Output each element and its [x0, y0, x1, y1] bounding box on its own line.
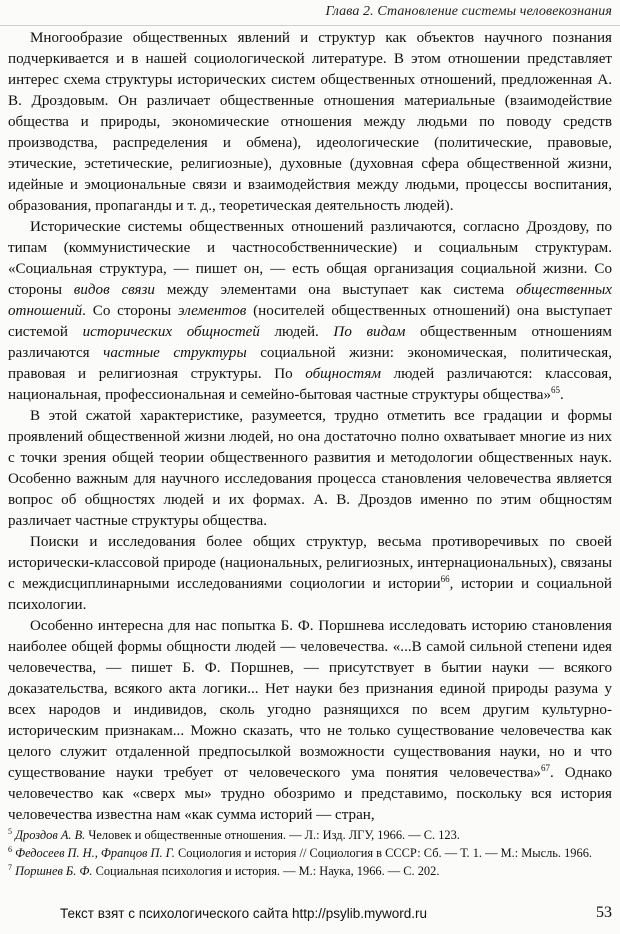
paragraph-5 — [8, 616, 612, 826]
italic-run: элементов — [177, 303, 247, 319]
footnote-number: 7 — [8, 862, 12, 872]
text-run: общественным отношениям различаются — [8, 324, 612, 361]
text-run: . Однако человечество как «сверх мы» трудно обозримо и представимо, поскольку вся история человечества известна нам «как сумма историй — стран, — [8, 765, 612, 823]
italic-run: частные структуры — [103, 345, 247, 361]
text-run: Многообразие общественных явлений и структур как объектов научного познания подчеркивается и в нашей социологической литературе. В этом отношении представляет интерес схема структуры исторических систем общественных отношений, предложенная А. В. Дроздовым. Он различает общественные отношения материальные (взаимодействие общества и природы, экономические отношения между людьми по поводу средств производства, распределения и обмена), идеологические (политические, правовые, этические, эстетические, религиозные), духовные (духовная сфера общественной жизни, идейные и эмоциональные связи и взаимодействия между людьми, процессы воспитания, образования, пропаганды и т. д., теоретическая деятельность людей). — [8, 30, 612, 214]
header-divider — [0, 25, 620, 26]
footnotes — [8, 826, 612, 880]
italic-run: исторических общностей — [82, 324, 260, 340]
text-run: В этой сжатой характеристике, разумеется, трудно отметить все градации и формы проявлений общественной жизни людей, но она достаточно полно охватывает многие из них с точки зрения общей теории общественного развития и методологии общественных наук. Особенно важным для научного исследования процесса становления человечества является вопрос об общностях людей и их формах. А. В. Дроздов именно по этим общностям различает частные структуры общества. — [8, 408, 612, 529]
paragraph-2 — [8, 217, 612, 406]
text-run: . Со стороны — [82, 303, 178, 319]
footnote-ref: 67 — [540, 762, 550, 773]
footnote-text: Социология и история // Социология в СССР: Сб. — Т. 1. — М.: Мысль. 1966. — [174, 846, 592, 860]
page-number: 53 — [596, 904, 612, 921]
footnote-ref: 66 — [440, 573, 450, 584]
footnote-author: Дроздов А. В. — [15, 828, 86, 842]
paragraph-4 — [8, 532, 612, 616]
running-header: Глава 2. Становление системы человекознания — [325, 4, 612, 19]
footnote — [8, 826, 612, 844]
text-run: социальной жизни: экономическая, политическая, правовая и религиозная структуры. По — [8, 345, 612, 382]
text-run: Поиски и исследования более общих структур, весьма противоречивых по своей исторически-классовой природе (национальных, религиозных, интернациональных), связаны с междисциплинарными исследованиями социологии и истории — [8, 534, 612, 592]
text-run: Особенно интересна для нас попытка Б. Ф. Поршнева исследовать историю становления наиболее общей формы общности людей — человечества. «...В самой сильной степени идея человечества, — пишет Б. Ф. Поршнев, — присутствует в бытии науки — всякого доказательства, всякого акта логики... Нет науки без признания единой природы разума у всех народов и индивидов, сколь угодно разнящихся по всем другим культурно-историческим признакам... Можно сказать, что не только существование человечества как целого служит отдаленной предпосылкой возможности существования науки, но и что существование науки требует от человеческого ума понятия человечества» — [8, 618, 612, 781]
footnote-number: 6 — [8, 844, 12, 854]
text-run: , истории и социальной психологии. — [8, 576, 612, 613]
footnote-number: 5 — [8, 826, 12, 836]
footnote — [8, 844, 612, 862]
text-run: (носителей общественных отношений) она выступает системой — [8, 303, 612, 340]
italic-run: общностям — [305, 366, 382, 382]
italic-run: По видам — [333, 324, 406, 340]
page-footer — [8, 904, 612, 928]
text-run: людей различаются: классовая, национальная, профессиональная и семейно-бытовая частные структуры общества» — [8, 366, 612, 403]
text-run: между элементами она выступает как система — [154, 282, 517, 298]
italic-run: общественных отношений — [8, 282, 612, 319]
main-text — [8, 28, 612, 826]
text-run: . — [560, 387, 564, 403]
text-run: Исторические системы общественных отношений различаются, согласно Дроздову, по типам (коммунистические и частнособственнические) и социальным структурам. «Социальная структура, — пишет он, — есть общая организация социальной жизни. Со стороны — [8, 219, 612, 298]
footnote — [8, 862, 612, 880]
text-run: людей. — [259, 324, 334, 340]
footnote-ref: 65 — [551, 384, 561, 395]
footnote-author: Федосеев П. Н., Фрапцов П. Г. — [15, 846, 175, 860]
italic-run: видов связи — [73, 282, 155, 298]
footnote-text: Социальная психология и история. — М.: Наука, 1966. — С. 202. — [92, 864, 440, 878]
footnote-text: Человек и общественные отношения. — Л.: Изд. ЛГУ, 1966. — С. 123. — [85, 828, 460, 842]
paragraph-1 — [8, 28, 612, 217]
paragraph-3 — [8, 406, 612, 532]
source-note: Текст взят с психологического сайта http://psylib.myword.ru — [60, 906, 427, 921]
footnote-author: Поршнев Б. Ф. — [15, 864, 93, 878]
